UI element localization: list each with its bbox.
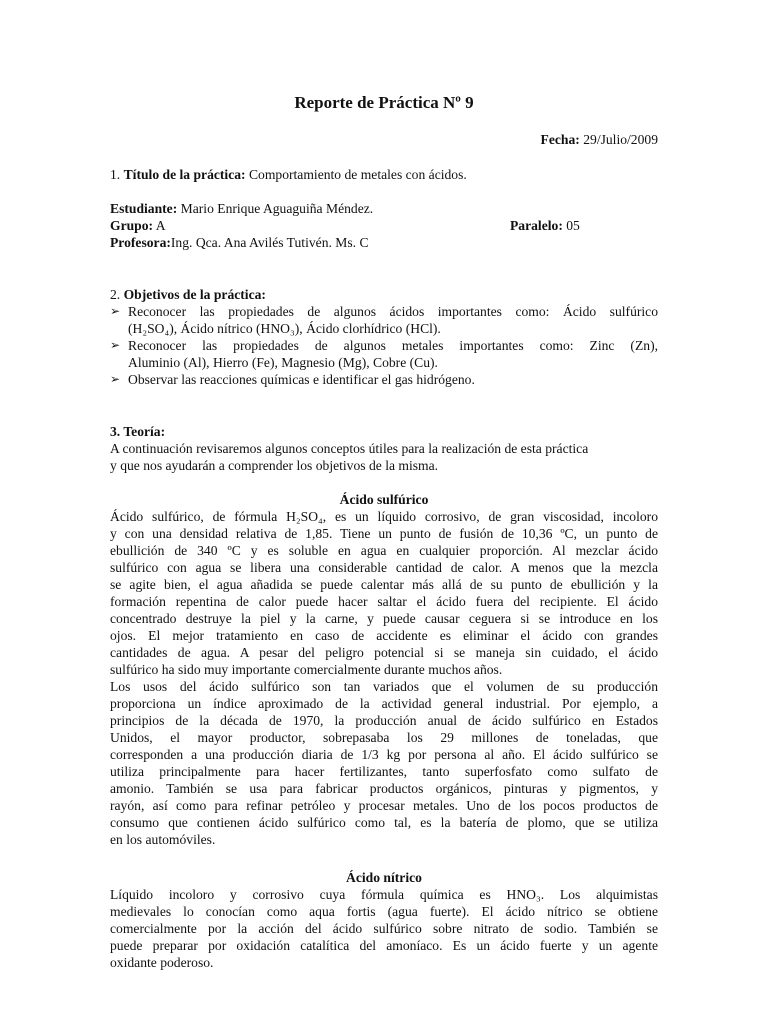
section-2-line (110, 286, 266, 303)
sulf-line-13: principios de la década de 1970, la producción anual de ácido sulfúrico en Estados (110, 713, 658, 728)
sulf-line-7: concentrado destruye la piel y la carne, y puede causar ceguera si se introduce en los (110, 611, 658, 626)
date-value: 29/Julio/2009 (583, 132, 658, 147)
section-1-value: Comportamiento de metales con ácidos. (248, 167, 467, 182)
nitric-acid-heading: Ácido nítrico (346, 870, 422, 885)
sulf-line-4: sulfúrico con agua se libera una considerable cantidad de calor. A menos que la mezcla (110, 560, 658, 575)
nitr-line-5: oxidante poderoso. (110, 955, 214, 970)
group-value: A (155, 218, 166, 233)
sulf-line-14: Unidos, el mayor productor, sobrepasaba los 29 millones de toneladas, que (110, 730, 658, 745)
paralelo-label: Paralelo: (510, 218, 563, 233)
sulf-line-5: se agite bien, el agua añadida se puede calentar más allá de su punto de ebullición y la (110, 577, 658, 592)
professor-value: Ing. Qca. Ana Avilés Tutivén. Ms. C (170, 235, 369, 250)
section-1-line (110, 166, 467, 183)
sulf-line-6: formación repentina de calor puede hacer saltar el ácido fuera del recipiente. El ácido (110, 594, 658, 609)
nitr-line-3: comercialmente por la acción del ácido sulfúrico sobre nitrato de sodio. También se (110, 921, 658, 936)
bullet-arrow-icon: ➢ (110, 338, 121, 352)
professor-label: Profesora: (110, 235, 171, 250)
student-value: Mario Enrique Aguaguiña Méndez. (180, 201, 374, 216)
sulf-line-19: consumo que contienen ácido sulfúrico como tal, es la batería de plomo, que se utiliza (110, 815, 658, 830)
nitr-line-4: puede preparar por oxidación catalítica del amoníaco. Es un ácido fuerte y un agente (110, 938, 658, 953)
paralelo-line (510, 217, 580, 234)
sulf-line-8: ojos. El mejor tratamiento en caso de accidente es eliminar el ácido con grandes (110, 628, 658, 643)
sulf-line-3: ebullición de 340 ºC y es soluble en agua en cualquier proporción. Al mezclar ácido (110, 543, 658, 558)
section-1-label: Título de la práctica: (123, 167, 246, 182)
sulf-line-17: amonio. También se usa para fabricar productos orgánicos, pinturas y pigmentos, y (110, 781, 658, 796)
student-label: Estudiante: (110, 201, 178, 216)
section-3-heading: 3. Teoría: (110, 424, 166, 439)
sulf-line-18: rayón, así como para refinar petróleo y procesar metales. Uno de los pocos productos de (110, 798, 658, 813)
group-label: Grupo: (110, 218, 154, 233)
sulf-line-9: cantidades de agua. A pesar del peligro potencial si se maneja sin cuidado, el ácido (110, 645, 658, 660)
professor-line (110, 234, 369, 251)
theory-intro-line-2: y que nos ayudarán a comprender los objetivos de la misma. (110, 458, 439, 473)
sulfuric-acid-heading: Ácido sulfúrico (339, 492, 429, 507)
section-2-number: 2. (110, 287, 121, 302)
sulf-line-1: Ácido sulfúrico, de fórmula H₂SO₄, es un líquido corrosivo, de gran viscosidad, incoloro (110, 509, 658, 524)
group-line (110, 217, 166, 234)
nitr-line-2: medievales lo conocían como aqua fortis (agua fuerte). El ácido nítrico se obtiene (110, 904, 658, 919)
report-title: Reporte de Práctica Nº 9 (294, 93, 474, 112)
objective-1-line-2: (H₂SO₄), Ácido nítrico (HNO₃), Ácido clorhídrico (HCl). (128, 321, 441, 336)
paralelo-value: 05 (566, 218, 580, 233)
objective-2-line-1: Reconocer las propiedades de algunos metales importantes como: Zinc (Zn), (128, 338, 658, 353)
bullet-arrow-icon: ➢ (110, 372, 121, 386)
date-label: Fecha: (540, 132, 580, 147)
objective-1-line-1: Reconocer las propiedades de algunos ácidos importantes como: Ácido sulfúrico (128, 304, 658, 319)
bullet-arrow-icon: ➢ (110, 304, 121, 318)
nitr-line-1: Líquido incoloro y corrosivo cuya fórmula química es HNO₃. Los alquimistas (110, 887, 658, 902)
objective-3-line-1: Observar las reacciones químicas e identificar el gas hidrógeno. (128, 372, 475, 387)
section-2-label: Objetivos de la práctica: (123, 287, 266, 302)
sulf-line-12: proporciona un índice aproximado de la actividad general industrial. Por ejemplo, a (110, 696, 658, 711)
theory-intro-line-1: A continuación revisaremos algunos conceptos útiles para la realización de esta práctica (110, 441, 589, 456)
sulf-line-10: sulfúrico ha sido muy importante comercialmente durante muchos años. (110, 662, 503, 677)
objective-2-line-2: Aluminio (Al), Hierro (Fe), Magnesio (Mg), Cobre (Cu). (128, 355, 438, 370)
student-line (110, 200, 373, 217)
sulf-line-15: corresponden a una producción diaria de 1/3 kg por persona al año. El ácido sulfúrico se (110, 747, 658, 762)
sulf-line-2: y con una densidad relativa de 1,85. Tiene un punto de fusión de 10,36 ºC, un punto de (110, 526, 658, 541)
sulf-line-16: utiliza principalmente para hacer fertilizantes, tanto superfosfato como sulfato de (110, 764, 658, 779)
sulf-line-11: Los usos del ácido sulfúrico son tan variados que el volumen de su producción (110, 679, 658, 694)
date-line (541, 131, 658, 148)
section-1-number: 1. (110, 167, 121, 182)
sulf-line-20: en los automóviles. (110, 832, 216, 847)
